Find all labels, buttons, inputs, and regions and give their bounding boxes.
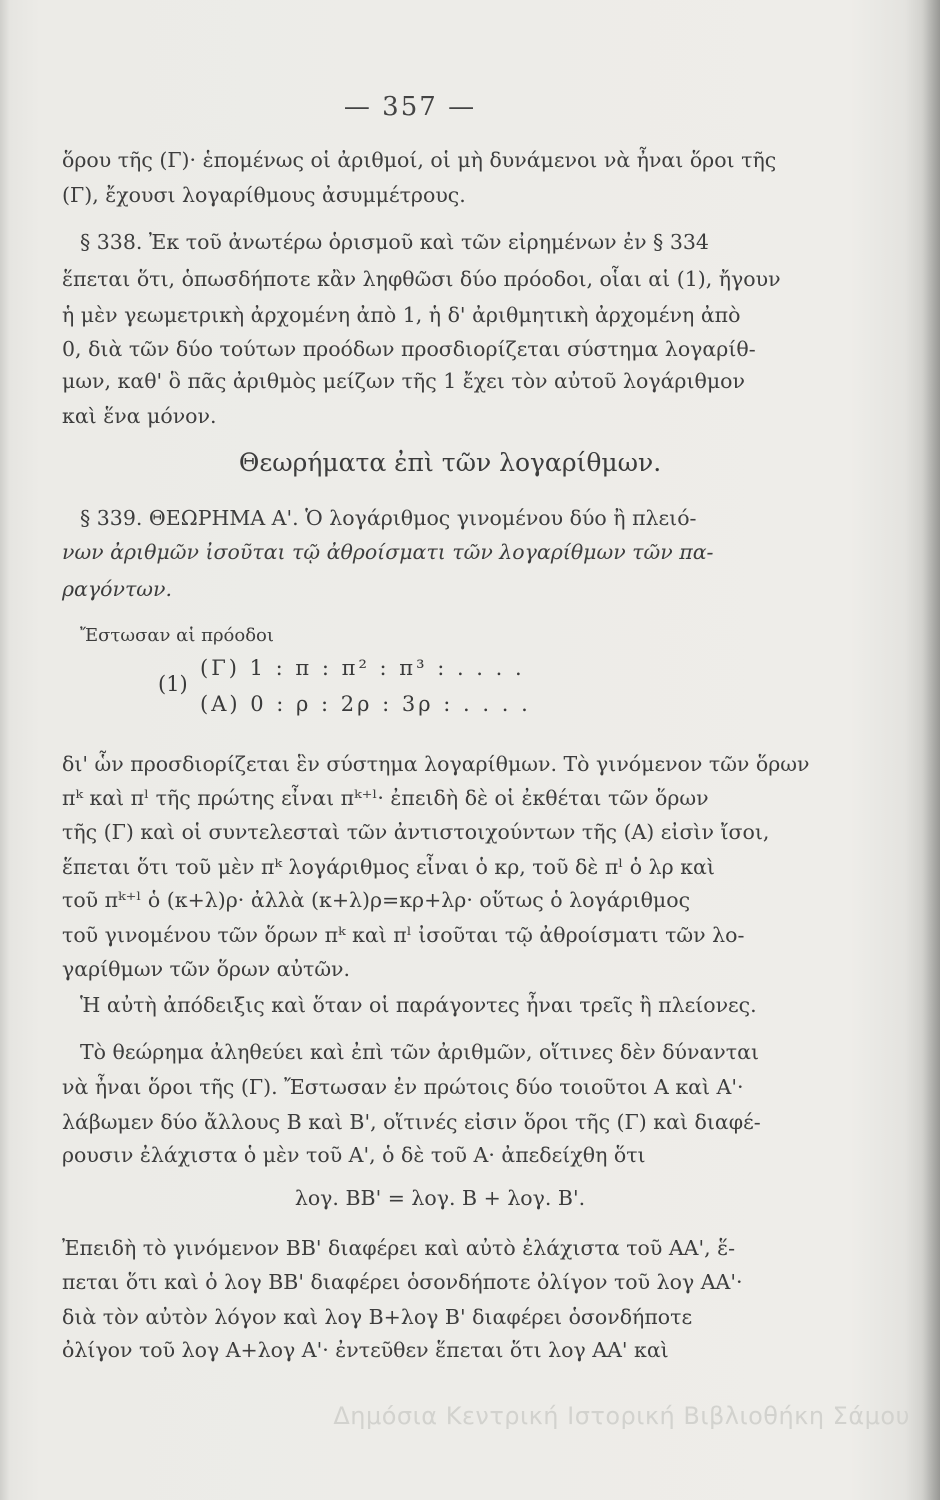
page-edge-shadow: [922, 0, 940, 1500]
text-line: πεται ὅτι καὶ ὁ λογ ΒΒ' διαφέρει ὁσονδήποτε ὀλίγον τοῦ λογ ΑΑ'·: [62, 1270, 743, 1294]
equation-number: (1): [158, 672, 188, 696]
text-line: ὅρου τῆς (Γ)· ἑπομένως οἱ ἀριθμοί, οἱ μὴ δυνάμενοι νὰ ἦναι ὅροι τῆς: [62, 148, 777, 172]
text-line: § 338. Ἐκ τοῦ ἀνωτέρω ὁρισμοῦ καὶ τῶν εἰρημένων ἐν § 334: [80, 230, 709, 254]
theorem-line: § 339. ΘΕΩΡΗΜΑ Α'. Ὁ λογάριθμος γινομένου δύο ἢ πλειό-: [80, 506, 697, 530]
text-line: (Γ), ἔχουσι λογαρίθμους ἀσυμμέτρους.: [62, 183, 466, 207]
text-line: καὶ ἕνα μόνον.: [62, 404, 217, 428]
text-line: τοῦ γινομένου τῶν ὅρων πᵏ καὶ πˡ ἰσοῦται τῷ ἀθροίσματι τῶν λο-: [62, 923, 745, 947]
text-line: ὀλίγον τοῦ λογ Α+λογ Α'· ἐντεῦθεν ἕπεται ὅτι λογ ΑΑ' καὶ: [62, 1338, 669, 1362]
text-line: Ἐπειδὴ τὸ γινόμενον ΒΒ' διαφέρει καὶ αὐτὸ ἐλάχιστα τοῦ ΑΑ', ἕ-: [62, 1236, 736, 1260]
text-line: γαρίθμων τῶν ὅρων αὐτῶν.: [62, 957, 351, 981]
text-line: ρουσιν ἐλάχιστα ὁ μὲν τοῦ Α', ὁ δὲ τοῦ Α· ἀπεδείχθη ὅτι: [62, 1143, 646, 1167]
text-line: λάβωμεν δύο ἄλλους Β καὶ Β', οἵτινές εἰσιν ὅροι τῆς (Γ) καὶ διαφέ-: [62, 1110, 761, 1134]
arithmetic-progression: (Α) 0 : ρ : 2ρ : 3ρ : . . . .: [200, 692, 531, 716]
log-formula: λογ. ΒΒ' = λογ. Β + λογ. Β'.: [294, 1186, 586, 1210]
geometric-progression: (Γ) 1 : π : π² : π³ : . . . .: [200, 656, 525, 680]
text-line: Ἔστωσαν αἱ πρόοδοι: [80, 625, 274, 646]
text-line: Ἡ αὐτὴ ἀπόδειξις καὶ ὅταν οἱ παράγοντες ἦναι τρεῖς ἢ πλείονες.: [80, 993, 757, 1017]
text-line: ἡ μὲν γεωμετρικὴ ἀρχομένη ἀπὸ 1, ἡ δ' ἀριθμητικὴ ἀρχομένη ἀπὸ: [62, 303, 741, 327]
text-line: νὰ ἦναι ὅροι τῆς (Γ). Ἔστωσαν ἐν πρώτοις δύο τοιοῦτοι Α καὶ Α'·: [62, 1075, 744, 1099]
text-line: πᵏ καὶ πˡ τῆς πρώτης εἶναι πᵏ⁺ˡ· ἐπειδὴ δὲ οἱ ἐκθέται τῶν ὅρων: [62, 786, 709, 810]
theorem-line: ραγόντων.: [62, 577, 172, 601]
text-line: δι' ὧν προσδιορίζεται ἓν σύστημα λογαρίθμων. Τὸ γινόμενον τῶν ὅρων: [62, 752, 810, 776]
text-line: ἕπεται ὅτι τοῦ μὲν πᵏ λογάριθμος εἶναι ὁ κρ, τοῦ δὲ πˡ ὁ λρ καὶ: [62, 855, 715, 879]
progressions-equation: [158, 652, 678, 732]
text-line: τῆς (Γ) καὶ οἱ συντελεσταὶ τῶν ἀντιστοιχούντων τῆς (Α) εἰσὶν ἴσοι,: [62, 820, 770, 844]
library-watermark: Δημόσια Κεντρική Ιστορική Βιβλιοθήκη Σάμου: [333, 1402, 910, 1430]
page-number: — 357 —: [343, 92, 477, 122]
text-line: διὰ τὸν αὐτὸν λόγον καὶ λογ Β+λογ Β' διαφέρει ὁσονδήποτε: [62, 1305, 693, 1329]
text-line: μων, καθ' ὃ πᾶς ἀριθμὸς μείζων τῆς 1 ἔχει τὸν αὐτοῦ λογάριθμον: [62, 369, 745, 393]
text-line: Τὸ θεώρημα ἀληθεύει καὶ ἐπὶ τῶν ἀριθμῶν, οἵτινες δὲν δύνανται: [80, 1040, 759, 1064]
text-line: τοῦ πᵏ⁺ˡ ὁ (κ+λ)ρ· ἀλλὰ (κ+λ)ρ=κρ+λρ· οὕτως ὁ λογάριθμος: [62, 888, 691, 912]
text-line: 0, διὰ τῶν δύο τούτων προόδων προσδιορίζεται σύστημα λογαρίθ-: [62, 337, 756, 361]
section-heading: Θεωρήματα ἐπὶ τῶν λογαρίθμων.: [238, 448, 662, 477]
theorem-line: νων ἀριθμῶν ἰσοῦται τῷ ἀθροίσματι τῶν λογαρίθμων τῶν πα-: [62, 540, 714, 564]
text-line: ἕπεται ὅτι, ὁπωσδήποτε κἂν ληφθῶσι δύο πρόοδοι, οἷαι αἱ (1), ἤγουν: [62, 267, 781, 291]
